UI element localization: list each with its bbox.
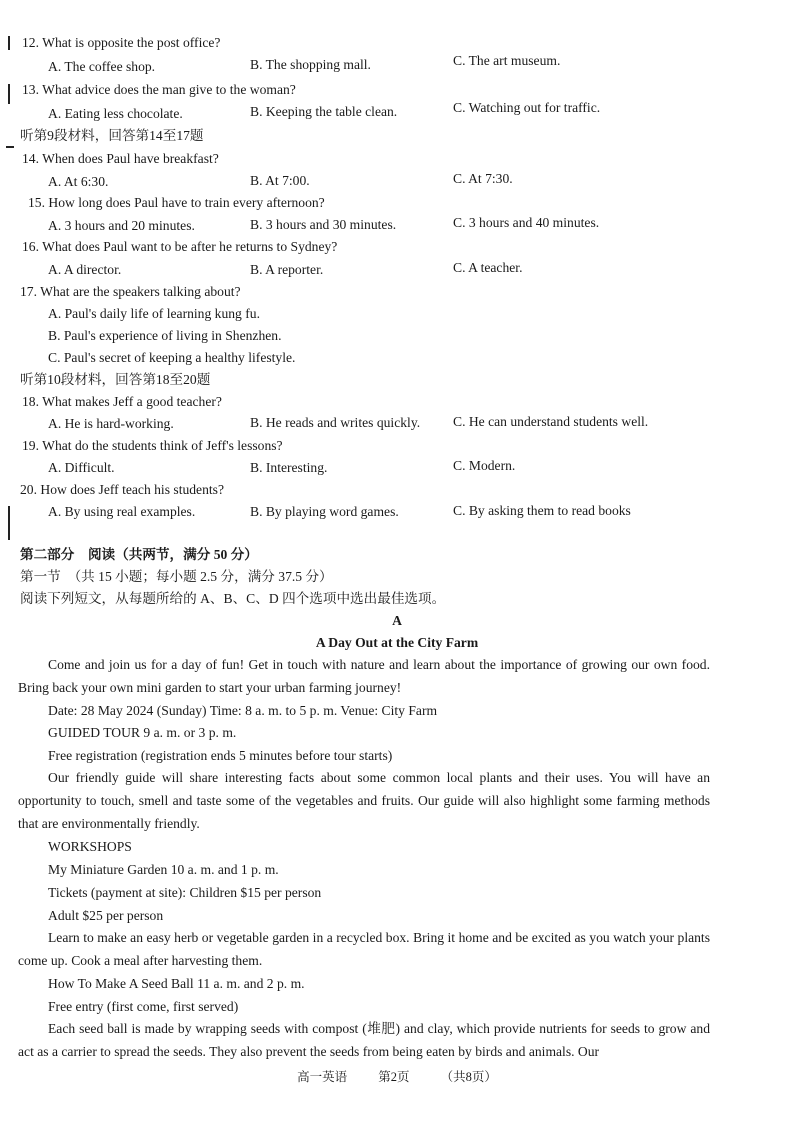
page-footer — [0, 1067, 794, 1085]
passage-workshop-garden: My Miniature Garden 10 a. m. and 1 p. m. — [48, 862, 279, 877]
margin-pen-mark — [6, 146, 14, 148]
margin-pen-mark — [8, 36, 10, 50]
passage-paragraph: Learn to make an easy herb or vegetable garden in a recycled box. Bring it home and be excited as you watch your plants come up. Cook a meal after harvesting them. — [18, 930, 710, 968]
question-13-option-b: B. Keeping the table clean. — [250, 104, 398, 119]
question-12-option-c: C. The art museum. — [453, 53, 561, 68]
question-16-stem: 16. What does Paul want to be after he returns to Sydney? — [22, 239, 338, 254]
question-20-option-b: B. By playing word games. — [250, 504, 399, 519]
passage-guided-tour-heading: GUIDED TOUR 9 a. m. or 3 p. m. — [48, 725, 237, 740]
passage-letter: A — [392, 613, 402, 628]
question-15-stem: 15. How long does Paul have to train every afternoon? — [28, 195, 325, 210]
passage-adult-price: Adult $25 per person — [48, 908, 164, 923]
margin-pen-mark — [8, 506, 10, 540]
passage-event-details: Date: 28 May 2024 (Sunday) Time: 8 a. m. to 5 p. m. Venue: City Farm — [48, 703, 438, 718]
question-19-option-a: A. Difficult. — [48, 460, 115, 475]
question-19-option-c: C. Modern. — [453, 458, 516, 473]
passage-paragraph: Each seed ball is made by wrapping seeds with compost (堆肥) and clay, which provide nutrients for seeds to grow and act as a carrier to spread the seeds. They also prevent the seeds from being eaten by birds and animals. Our — [18, 1021, 710, 1059]
question-18-option-c: C. He can understand students well. — [453, 414, 649, 429]
passage-paragraph: Come and join us for a day of fun! Get in touch with nature and learn about the importance of growing our own food. Bring back your own mini garden to start your urban farming journey! — [18, 657, 710, 695]
question-17-option-a: A. Paul's daily life of learning kung fu. — [48, 306, 260, 321]
passage-registration: Free registration (registration ends 5 minutes before tour starts) — [48, 748, 393, 763]
listening-section-10-heading: 听第10段材料，回答第18至20题 — [20, 372, 211, 387]
question-17-option-b: B. Paul's experience of living in Shenzhen. — [48, 328, 282, 343]
question-19-option-b: B. Interesting. — [250, 460, 328, 475]
question-15-option-c: C. 3 hours and 40 minutes. — [453, 215, 600, 230]
question-14-stem: 14. When does Paul have breakfast? — [22, 151, 219, 166]
passage-free-entry: Free entry (first come, first served) — [48, 999, 239, 1014]
question-12-option-a: A. The coffee shop. — [48, 59, 156, 74]
question-16-option-a: A. A director. — [48, 262, 122, 277]
footer-total-pages: （共8页） — [440, 1070, 497, 1084]
passage-paragraph: Our friendly guide will share interesting facts about some common local plants and their uses. You will have an opportunity to touch, smell and taste some of the vegetables and fruits. Our guide will also highlight some farming methods that are environmentally friendly. — [18, 770, 710, 831]
question-15-option-b: B. 3 hours and 30 minutes. — [250, 217, 397, 232]
margin-pen-mark — [8, 84, 10, 104]
question-12-stem: 12. What is opposite the post office? — [22, 35, 221, 50]
reading-part-title: 第二部分 阅读（共两节，满分 50 分） — [20, 547, 258, 562]
listening-section-9-heading: 听第9段材料，回答第14至17题 — [20, 128, 204, 143]
passage-workshops-heading: WORKSHOPS — [48, 839, 132, 854]
question-16-option-c: C. A teacher. — [453, 260, 523, 275]
passage-tickets: Tickets (payment at site): Children $15 per person — [48, 885, 322, 900]
footer-subject: 高一英语 — [297, 1070, 348, 1084]
passage-title: A Day Out at the City Farm — [315, 635, 479, 650]
passage-workshop-seed-ball: How To Make A Seed Ball 11 a. m. and 2 p. m. — [48, 976, 305, 991]
question-13-option-c: C. Watching out for traffic. — [453, 100, 601, 115]
question-13-stem: 13. What advice does the man give to the woman? — [22, 82, 296, 97]
footer-page-number: 第2页 — [378, 1070, 410, 1084]
question-14-option-a: A. At 6:30. — [48, 174, 109, 189]
question-19-stem: 19. What do the students think of Jeff's lessons? — [22, 438, 283, 453]
question-18-stem: 18. What makes Jeff a good teacher? — [22, 394, 222, 409]
question-20-stem: 20. How does Jeff teach his students? — [20, 482, 224, 497]
question-20-option-a: A. By using real examples. — [48, 504, 196, 519]
reading-instruction: 阅读下列短文，从每题所给的 A、B、C、D 四个选项中选出最佳选项。 — [20, 591, 446, 606]
question-18-option-b: B. He reads and writes quickly. — [250, 415, 421, 430]
question-12-option-b: B. The shopping mall. — [250, 57, 371, 72]
question-17-option-c: C. Paul's secret of keeping a healthy lifestyle. — [48, 350, 296, 365]
question-14-option-b: B. At 7:00. — [250, 173, 310, 188]
reading-section-title: 第一节 （共 15 小题；每小题 2.5 分，满分 37.5 分） — [20, 569, 333, 584]
question-14-option-c: C. At 7:30. — [453, 171, 513, 186]
question-20-option-c: C. By asking them to read books — [453, 503, 631, 518]
question-15-option-a: A. 3 hours and 20 minutes. — [48, 218, 195, 233]
question-18-option-a: A. He is hard-working. — [48, 416, 174, 431]
question-16-option-b: B. A reporter. — [250, 262, 324, 277]
question-13-option-a: A. Eating less chocolate. — [48, 106, 183, 121]
question-17-stem: 17. What are the speakers talking about? — [20, 284, 241, 299]
